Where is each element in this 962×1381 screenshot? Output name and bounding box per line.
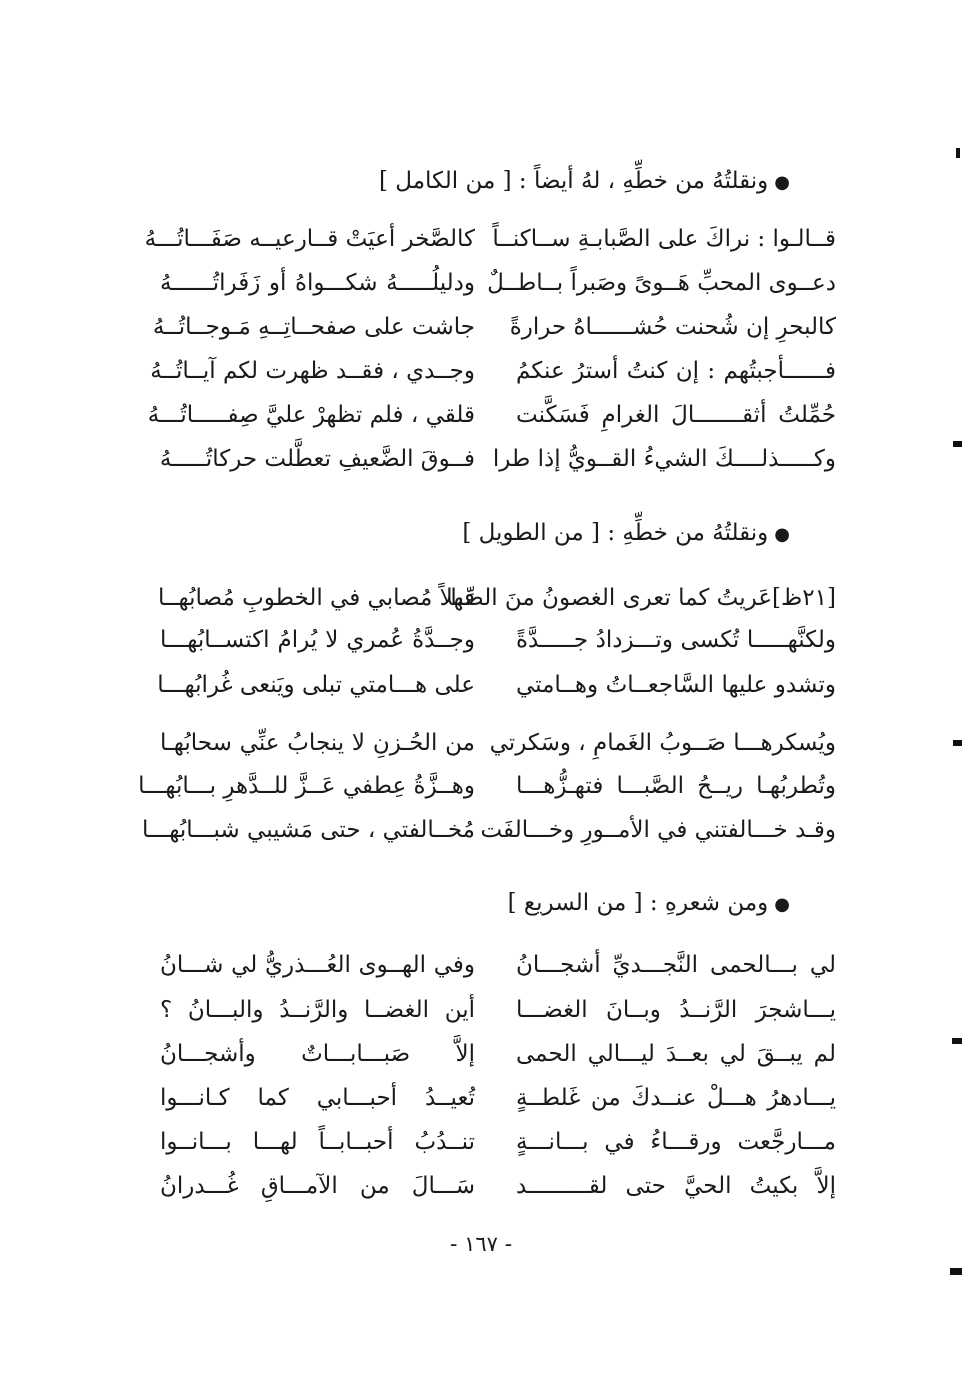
hemistich-first: حُمِّلتُ أثقـــــــالَ الغرامِ فَسَكَّنت: [516, 402, 836, 428]
scan-edge-mark: [953, 740, 962, 746]
hemistich-first: [٢١ظ]عَريتُ كما تعرى الغصونُ منَ الصِّبا: [450, 585, 836, 611]
verse-line: [150, 1034, 850, 1074]
section-heading: [379, 168, 790, 194]
hemistich-second: من الحُـزنِ لا ينجابُ عنِّي سحابُهـا: [160, 730, 475, 756]
verse-line: [150, 990, 850, 1030]
verse-line: [150, 439, 850, 479]
hemistich-first: وتُطربُهـا ريــحُ الصَّبـــا فتهـزُّهـــا: [516, 773, 836, 799]
hemistich-second: وجــدَّةُ عُمري لا يُرامُ اكتســابُهـــا: [160, 627, 475, 653]
hemistich-first: ويُسكرهـــا صَــوبُ الغَمامِ ، وسَكرتي: [489, 730, 836, 756]
verse-line: [150, 263, 850, 303]
verse-line: [150, 1166, 850, 1206]
hemistich-second: وهــزَّةُ عِطفي عَــزَّ للــدَّهرِ بـــابُهـــا: [138, 773, 475, 799]
verse-line: [150, 665, 850, 705]
hemistich-second: إلاَّ صَبـــابـــاتٌ وأشجـــانُ: [160, 1041, 475, 1067]
hemistich-first: مـــارجَّعت ورقـــاءُ في بـــانـــةٍ: [516, 1129, 836, 1155]
heading-text: ونقلتُهُ من خطِّهِ : [ من الطويل ]: [462, 520, 769, 546]
verse-line: [150, 1122, 850, 1162]
hemistich-first: وكـــــذلــــكَ الشيءُ القــويُّ إذا طرا: [492, 446, 836, 472]
hemistich-first: دعــوى المحبِّ هَــوىً وصَبراً بــاطــلٌ: [487, 270, 836, 296]
verse-line: [150, 351, 850, 391]
bullet-icon: ●: [774, 524, 790, 545]
scan-edge-mark: [956, 148, 960, 158]
scan-edge-mark: [952, 1038, 962, 1044]
hemistich-first: كالبحرِ إن شُحنت حُشــــــاهُ حرارةً: [509, 314, 836, 340]
hemistich-second: مُخــالفتي ، حتى مَشيبي شبـــابُهـــا: [142, 817, 475, 843]
verse-line: [150, 578, 850, 618]
verse-line: [150, 620, 850, 660]
verse-line: [150, 307, 850, 347]
hemistich-second: تُعيــدُ أحبـــابي كما كـانـــوا: [160, 1085, 475, 1111]
section-heading: [462, 520, 790, 546]
page-number: - ١٦٧ -: [449, 1232, 513, 1256]
section-heading: [508, 890, 790, 916]
hemistich-first: وتشدو عليها السَّاجعــاتُ وهــامتي: [516, 672, 836, 698]
heading-text: ومن شعرهِ : [ من السريع ]: [507, 890, 769, 916]
verse-line: [150, 945, 850, 985]
verse-line: [142, 810, 850, 850]
hemistich-first: لي بـــالحمى النَّجـــديِّ أشجـــانُ: [516, 952, 836, 978]
hemistich-first: يـــاشجرَ الرَّنــدُ وبــانَ الغضـــا: [516, 997, 836, 1023]
hemistich-second: جاشت على صفحــاتِــهِ مَـوجــاتُــهُ: [152, 314, 475, 340]
hemistich-second: فهلاً مُصابي في الخطوبِ مُصابُهــا: [158, 585, 475, 611]
hemistich-second: سَـــالَ من الآمـــاقِ غُـــدرانُ: [160, 1173, 475, 1199]
verse-line: [138, 766, 850, 806]
bullet-icon: ●: [774, 894, 790, 915]
hemistich-first: يـــادهرُ هـــلْ عنــدكَ من غَلطــةٍ: [516, 1085, 836, 1111]
hemistich-first: لم يبــقَ لي بعــدَ ليـــالي الحمى: [516, 1041, 836, 1067]
hemistich-second: تنــدُبُ أحبــابــاً لهـــا بـــانــوا: [160, 1129, 475, 1155]
hemistich-second: قلقي ، فلم تظهرْ عليَّ صِفـــــاتُـــهُ: [147, 402, 475, 428]
verse-line: [144, 219, 850, 259]
hemistich-second: وفي الهــوى العُـــذريُّ لي شـــانُ: [160, 952, 475, 978]
hemistich-first: فــــــأجبتُهم : إن كنتُ أسترُ عنكمُ: [516, 358, 836, 384]
hemistich-second: وجــدي ، فقــد ظهرت لكم آيــاتُــهُ: [150, 358, 475, 384]
scan-edge-mark: [953, 441, 962, 447]
scan-edge-mark: [950, 1268, 962, 1275]
hemistich-first: قــالـوا : نراكَ على الصَّبابـةِ ســاكنــاً: [492, 226, 836, 252]
heading-text: ونقلتُهُ من خطِّهِ ، لهُ أيضاً : [ من الكامل ]: [379, 168, 769, 194]
hemistich-first: إلاَّ بكيتُ الحيَّ حتى لقـــــــــد: [516, 1173, 836, 1199]
hemistich-second: أين الغضــا والرَّنــدُ والبـــانُ ؟: [160, 997, 475, 1023]
verse-line: [150, 1078, 850, 1118]
hemistich-second: على هـــامتي تبلى ويَنعى غُرابُهـــا: [157, 672, 475, 698]
hemistich-second: كالصَّخر أعيَتْ قــارعيــه صَفَـــاتُـــهُ: [144, 226, 475, 252]
hemistich-second: ودليلُـــــهُ شكـــواهُ أو زَفَراتُــــــهُ: [160, 270, 475, 296]
verse-line: [150, 723, 850, 763]
hemistich-first: ولكنَّهـــــا تُكسى وتـــزدادُ جـــــدَّةً: [516, 627, 836, 653]
hemistich-first: وقـد خـــالفتني في الأمــورِ وخـــالفَت: [480, 817, 836, 843]
verse-line: [147, 395, 850, 435]
hemistich-second: فــوقَ الضَّعيفِ تعطَّلت حركاتُـــــهُ: [159, 446, 475, 472]
bullet-icon: ●: [774, 172, 790, 193]
